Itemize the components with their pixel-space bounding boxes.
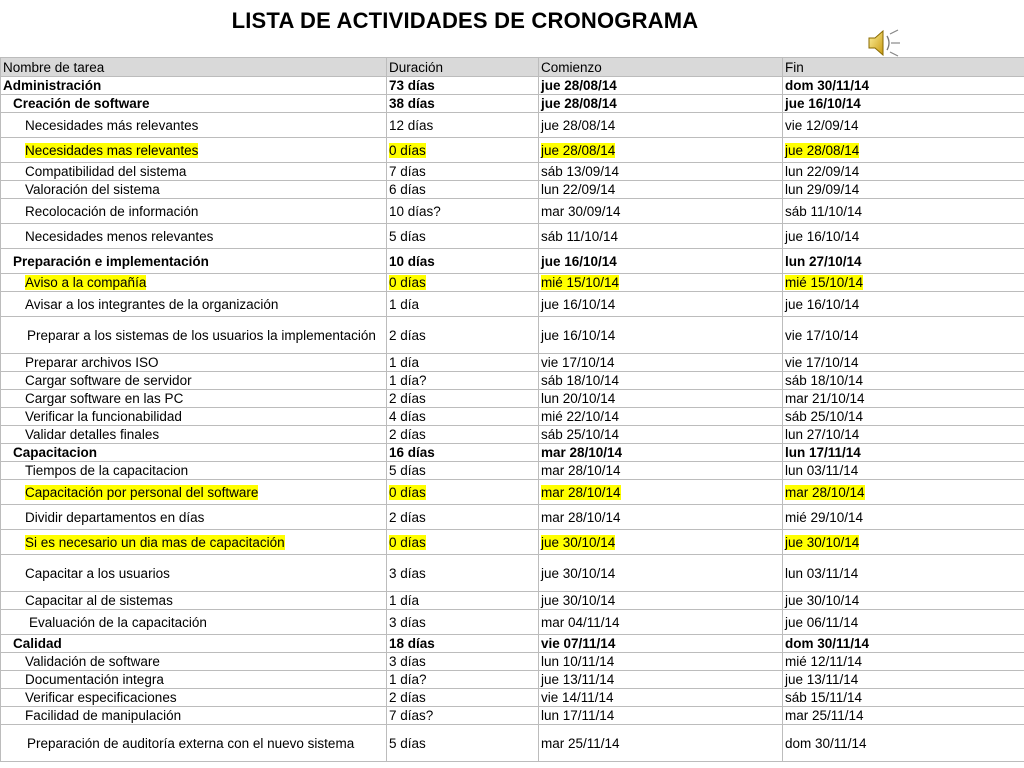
task-name: Verificar especificaciones [1,689,387,707]
task-duration: 5 días [387,725,539,762]
task-name [1,138,387,163]
task-start: mar 28/10/14 [539,462,783,480]
table-header-row [1,58,1024,77]
task-end: mié 12/11/14 [783,653,1024,671]
task-end: lun 22/09/14 [783,163,1024,181]
task-end: lun 27/10/14 [783,249,1024,274]
table-row [1,635,1024,653]
task-start: jue 28/08/14 [539,95,783,113]
table-row [1,224,1024,249]
task-end: mar 21/10/14 [783,390,1024,408]
task-duration: 3 días [387,555,539,592]
task-name: Necesidades más relevantes [1,113,387,138]
task-duration: 1 día? [387,372,539,390]
task-name: Preparar a los sistemas de los usuarios la implementación [1,317,387,354]
task-duration [387,274,539,292]
task-duration: 2 días [387,426,539,444]
task-start: sáb 18/10/14 [539,372,783,390]
task-name: Avisar a los integrantes de la organización [1,292,387,317]
task-name: Evaluación de la capacitación [1,610,387,635]
table-row [1,707,1024,725]
task-end [783,138,1024,163]
task-start: lun 22/09/14 [539,181,783,199]
task-duration: 10 días [387,249,539,274]
task-start [539,274,783,292]
task-duration [387,138,539,163]
task-end: sáb 25/10/14 [783,408,1024,426]
task-duration: 12 días [387,113,539,138]
task-end: lun 29/09/14 [783,181,1024,199]
task-end-text: mar 28/10/14 [785,484,865,500]
task-end: lun 03/11/14 [783,462,1024,480]
task-end: vie 12/09/14 [783,113,1024,138]
task-name: Cargar software de servidor [1,372,387,390]
task-end: lun 03/11/14 [783,555,1024,592]
table-row [1,408,1024,426]
task-end: sáb 18/10/14 [783,372,1024,390]
task-start: jue 16/10/14 [539,317,783,354]
table-row [1,292,1024,317]
task-start: mar 30/09/14 [539,199,783,224]
table-row [1,163,1024,181]
table-row [1,77,1024,95]
task-start: jue 16/10/14 [539,249,783,274]
task-name [1,480,387,505]
task-name: Facilidad de manipulación [1,707,387,725]
task-end: lun 17/11/14 [783,444,1024,462]
task-start: jue 16/10/14 [539,292,783,317]
task-start [539,480,783,505]
task-duration: 2 días [387,689,539,707]
task-end: vie 17/10/14 [783,354,1024,372]
task-name-text: Si es necesario un dia mas de capacitación [25,534,285,550]
task-duration: 7 días? [387,707,539,725]
task-start: mar 28/10/14 [539,444,783,462]
task-start: sáb 11/10/14 [539,224,783,249]
task-start: vie 17/10/14 [539,354,783,372]
task-name-text: Capacitación por personal del software [25,484,259,500]
task-start: lun 17/11/14 [539,707,783,725]
task-end: sáb 15/11/14 [783,689,1024,707]
schedule-table [0,57,1024,762]
task-end: sáb 11/10/14 [783,199,1024,224]
task-end: vie 17/10/14 [783,317,1024,354]
task-end-text: jue 28/08/14 [785,142,860,158]
task-end: mié 29/10/14 [783,505,1024,530]
task-duration-text: 0 días [389,534,426,550]
task-duration: 2 días [387,505,539,530]
task-start: lun 20/10/14 [539,390,783,408]
task-duration: 5 días [387,462,539,480]
table-row [1,426,1024,444]
task-duration: 10 días? [387,199,539,224]
task-end-text: jue 30/10/14 [785,534,860,550]
table-row [1,95,1024,113]
task-start: jue 28/08/14 [539,113,783,138]
task-duration: 38 días [387,95,539,113]
task-start: mié 22/10/14 [539,408,783,426]
table-row-milestone [1,530,1024,555]
task-name: Preparar archivos ISO [1,354,387,372]
task-name: Capacitar a los usuarios [1,555,387,592]
task-end: dom 30/11/14 [783,725,1024,762]
task-duration [387,480,539,505]
task-end: jue 16/10/14 [783,292,1024,317]
task-duration: 7 días [387,163,539,181]
task-start: jue 30/10/14 [539,592,783,610]
task-start: sáb 13/09/14 [539,163,783,181]
task-name: Capacitar al de sistemas [1,592,387,610]
task-duration: 2 días [387,317,539,354]
task-start: sáb 25/10/14 [539,426,783,444]
table-row [1,653,1024,671]
task-start [539,138,783,163]
table-row-milestone [1,480,1024,505]
task-start: lun 10/11/14 [539,653,783,671]
task-start [539,530,783,555]
task-name: Compatibilidad del sistema [1,163,387,181]
table-row [1,181,1024,199]
task-duration: 1 día [387,292,539,317]
task-name: Necesidades menos relevantes [1,224,387,249]
task-start: vie 14/11/14 [539,689,783,707]
table-row [1,725,1024,762]
task-start-text: jue 30/10/14 [541,534,616,550]
task-start-text: mar 28/10/14 [541,484,621,500]
task-name: Preparación de auditoría externa con el nuevo sistema [1,725,387,762]
table-row [1,372,1024,390]
task-name: Documentación integra [1,671,387,689]
task-name [1,274,387,292]
task-end-text: mié 15/10/14 [785,275,864,290]
column-header-end: Fin [783,58,1024,77]
table-row [1,610,1024,635]
task-duration: 18 días [387,635,539,653]
task-end: jue 06/11/14 [783,610,1024,635]
task-duration: 5 días [387,224,539,249]
table-row [1,249,1024,274]
task-name-text: Necesidades mas relevantes [25,142,199,158]
task-name: Verificar la funcionabilidad [1,408,387,426]
task-name: Cargar software en las PC [1,390,387,408]
table-row [1,671,1024,689]
task-end [783,530,1024,555]
table-row [1,505,1024,530]
table-row [1,390,1024,408]
table-row [1,444,1024,462]
table-row [1,317,1024,354]
speaker-icon[interactable] [866,26,902,60]
column-header-start: Comienzo [539,58,783,77]
table-row [1,689,1024,707]
task-end: jue 13/11/14 [783,671,1024,689]
task-end: jue 30/10/14 [783,592,1024,610]
task-duration: 4 días [387,408,539,426]
task-start-text: mié 15/10/14 [541,275,620,290]
task-duration: 3 días [387,653,539,671]
task-start: mar 04/11/14 [539,610,783,635]
task-name: Valoración del sistema [1,181,387,199]
task-duration [387,530,539,555]
task-start: jue 13/11/14 [539,671,783,689]
task-end [783,480,1024,505]
task-name [1,530,387,555]
task-start: vie 07/11/14 [539,635,783,653]
task-name: Validación de software [1,653,387,671]
task-duration: 3 días [387,610,539,635]
task-start: mar 28/10/14 [539,505,783,530]
task-start: jue 28/08/14 [539,77,783,95]
task-name: Recolocación de información [1,199,387,224]
task-duration: 6 días [387,181,539,199]
task-end: mar 25/11/14 [783,707,1024,725]
task-duration: 73 días [387,77,539,95]
task-duration-text: 0 días [389,142,426,158]
task-end: dom 30/11/14 [783,635,1024,653]
task-name: Administración [1,77,387,95]
column-header-name: Nombre de tarea [1,58,387,77]
task-duration: 16 días [387,444,539,462]
table-row [1,555,1024,592]
task-start: jue 30/10/14 [539,555,783,592]
task-start-text: jue 28/08/14 [541,142,616,158]
table-row [1,113,1024,138]
task-end: jue 16/10/14 [783,224,1024,249]
table-row [1,354,1024,372]
task-end: dom 30/11/14 [783,77,1024,95]
task-end: jue 16/10/14 [783,95,1024,113]
task-name: Dividir departamentos en días [1,505,387,530]
task-duration-text: 0 días [389,484,426,500]
task-name: Capacitacion [1,444,387,462]
task-name: Validar detalles finales [1,426,387,444]
task-start: mar 25/11/14 [539,725,783,762]
table-row [1,462,1024,480]
task-end [783,274,1024,292]
task-duration: 1 día? [387,671,539,689]
task-duration: 2 días [387,390,539,408]
task-name: Preparación e implementación [1,249,387,274]
task-name: Creación de software [1,95,387,113]
page-title: LISTA DE ACTIVIDADES DE CRONOGRAMA [231,8,699,33]
table-row [1,592,1024,610]
column-header-duration: Duración [387,58,539,77]
task-duration: 1 día [387,354,539,372]
table-row-milestone [1,274,1024,292]
task-duration: 1 día [387,592,539,610]
task-name-text: Aviso a la compañía [25,275,147,290]
task-duration-text: 0 días [389,275,426,290]
table-row-milestone [1,138,1024,163]
task-name: Calidad [1,635,387,653]
task-end: lun 27/10/14 [783,426,1024,444]
table-row [1,199,1024,224]
task-name: Tiempos de la capacitacion [1,462,387,480]
